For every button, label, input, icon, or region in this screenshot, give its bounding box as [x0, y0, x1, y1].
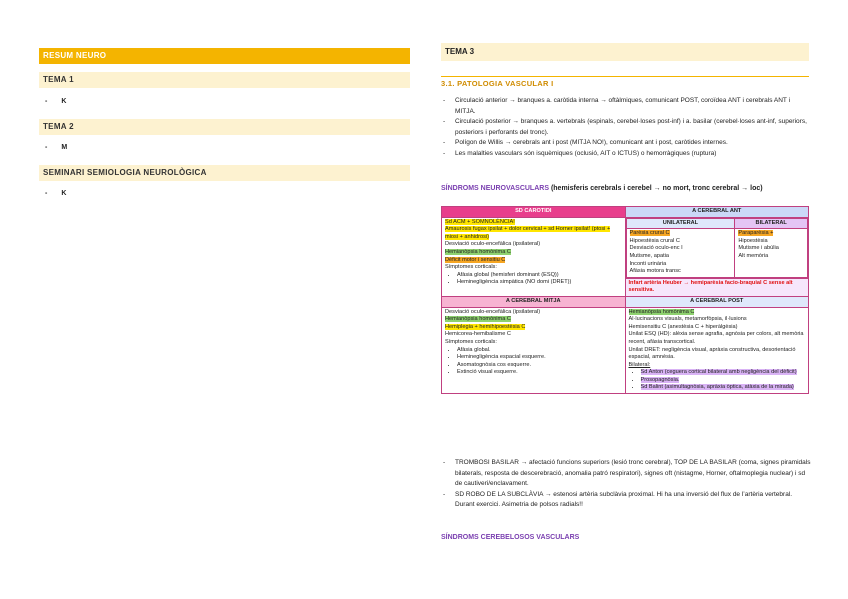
th-unilateral: UNILATERAL — [626, 218, 735, 229]
carotid-cell: Sd ACM + SOMNOLÈNCIA! Amaurosis fugax ipsilat + dolor cervical + sd Horner ipsilat! (ptosi + miosi + anhidrosi) Desviació oculo-encefàlica (ipsilateral) Hemianòpsia homònima C Dèficit motor i sensitiu C Símptomes corticals: • Afàsia global (hemisferi dominant (ESQ)) • Heminegligència simpàtica (NO domi (DRET)) — [442, 217, 626, 296]
list-item: - TROMBOSI BASILAR → afectació funcions superiors (lesió tronc cerebral), TOP DE LA BASILAR (coma, signes piramidals bilaterals, resposta de descerebració, anomalia patró respiratori), signes oft (nistagme, Horner, oftalmoplegia nuclear) i sd de cautiveri/enclavament. — [441, 458, 811, 490]
list-item: - Polígon de Willis → cerebrals ant i post (MITJA NO!), comunicant ant i post, caròtides internes. — [441, 138, 811, 149]
heubner-cell: Infart artèria Heuber → hemiparèsia facio-braquial C sense alt sensitiva. — [625, 278, 809, 296]
list-item: - K — [45, 98, 67, 105]
mitja-cell: Desviació oculo-encefàlica (ipsilateral) Hemianòpsia homònima C Hemiplegia + hemihipoestèsia C Hemicorea-hemibalisme C Símptomes corticals: • Afàsia global. • Heminegligència espacial esquerre. • Asomatognòsia cos esquerre. • Extinció visual esquerre. — [442, 307, 626, 394]
unilateral-list: Parèsia crural C Hipoestèsia crural C Desviació oculo-enc I Mutisme, apatia Inconti urinària Afàsia motora transc — [626, 229, 735, 278]
th-sd-carotidi: SD CAROTIDI — [442, 207, 626, 218]
cerebelosos-heading: SÍNDROMS CEREBELOSOS VASCULARS — [441, 534, 580, 541]
tema-3-header: TEMA 3 — [441, 43, 809, 61]
list-item: - Circulació posterior → branques a. vertebrals (espinals, cerebel·loses post-inf) i a. basilar (cerebel·loses ant-inf, superiors, posteriors i perforants del tronc). — [441, 117, 811, 138]
intro-list — [441, 96, 811, 159]
section-title: 3.1. PATOLOGIA VASCULAR I — [441, 79, 554, 88]
vascular-list — [441, 458, 811, 511]
th-a-cerebral-ant: A CEREBRAL ANT — [625, 207, 809, 218]
syndromes-table — [441, 206, 809, 394]
list-item: - Circulació anterior → branques a. caròtida interna → oftàlmiques, comunicant POST, coroïdea ANT i cerebrals ANT i MITJA. — [441, 96, 811, 117]
th-bilateral: BILATERAL — [735, 218, 808, 229]
aca-cell — [625, 217, 809, 278]
post-cell: Hemianòpsia homònima C Al·lucinacions visuals, metamorfòpsia, il·lusions Hemisensitiu C (anestèsia C + hiperàlgèsia) Unilat ESQ (HD): alèxia sense agrafia, agnòsia per colors, alt memòria recent, afàsia transcortical. Unilat DRET: negligència visual, apràxia constructiva, desorientació espacial, amnèsia. Bilateral: • Sd Anton (ceguera cortical bilateral amb negligència del dèficit) • Prosopagnòsia. • Sd Balint (asimultagnòsia, apràxia òptica, atàxia de la mirada) — [625, 307, 809, 394]
list-item: - K — [45, 190, 67, 197]
list-item: - SD ROBO DE LA SUBCLÀVIA → estenosi artèria subclàvia proximal. Hi ha una inversió del flux de l’artèria vertebral. Durant exercici. Asimetria de polsos radials!! — [441, 490, 811, 511]
section-tema-2: TEMA 2 — [39, 119, 410, 135]
sindroms-heading: SÍNDROMS NEUROVASCULARS (hemisferis cerebrals i cerebel → no mort, tronc cerebral → loc) — [441, 185, 763, 192]
section-divider — [441, 76, 809, 77]
th-a-cerebral-mitja: A CEREBRAL MITJA — [442, 296, 626, 307]
th-a-cerebral-post: A CEREBRAL POST — [625, 296, 809, 307]
right-page — [424, 0, 848, 599]
section-tema-1: TEMA 1 — [39, 72, 410, 88]
list-item: - Les malalties vasculars són isquèmiques (oclusió, AIT o ICTUS) o hemorràgiques (ruptura) — [441, 149, 811, 160]
list-item: - M — [45, 144, 68, 151]
bilateral-list: Paraparèsia + Hipoestèsia Mutisme i abúlia Alt memòria — [735, 229, 808, 278]
section-seminari: SEMINARI SEMIOLOGIA NEUROLÒGICA — [39, 165, 410, 181]
doc-header: RESUM NEURO — [39, 48, 410, 64]
